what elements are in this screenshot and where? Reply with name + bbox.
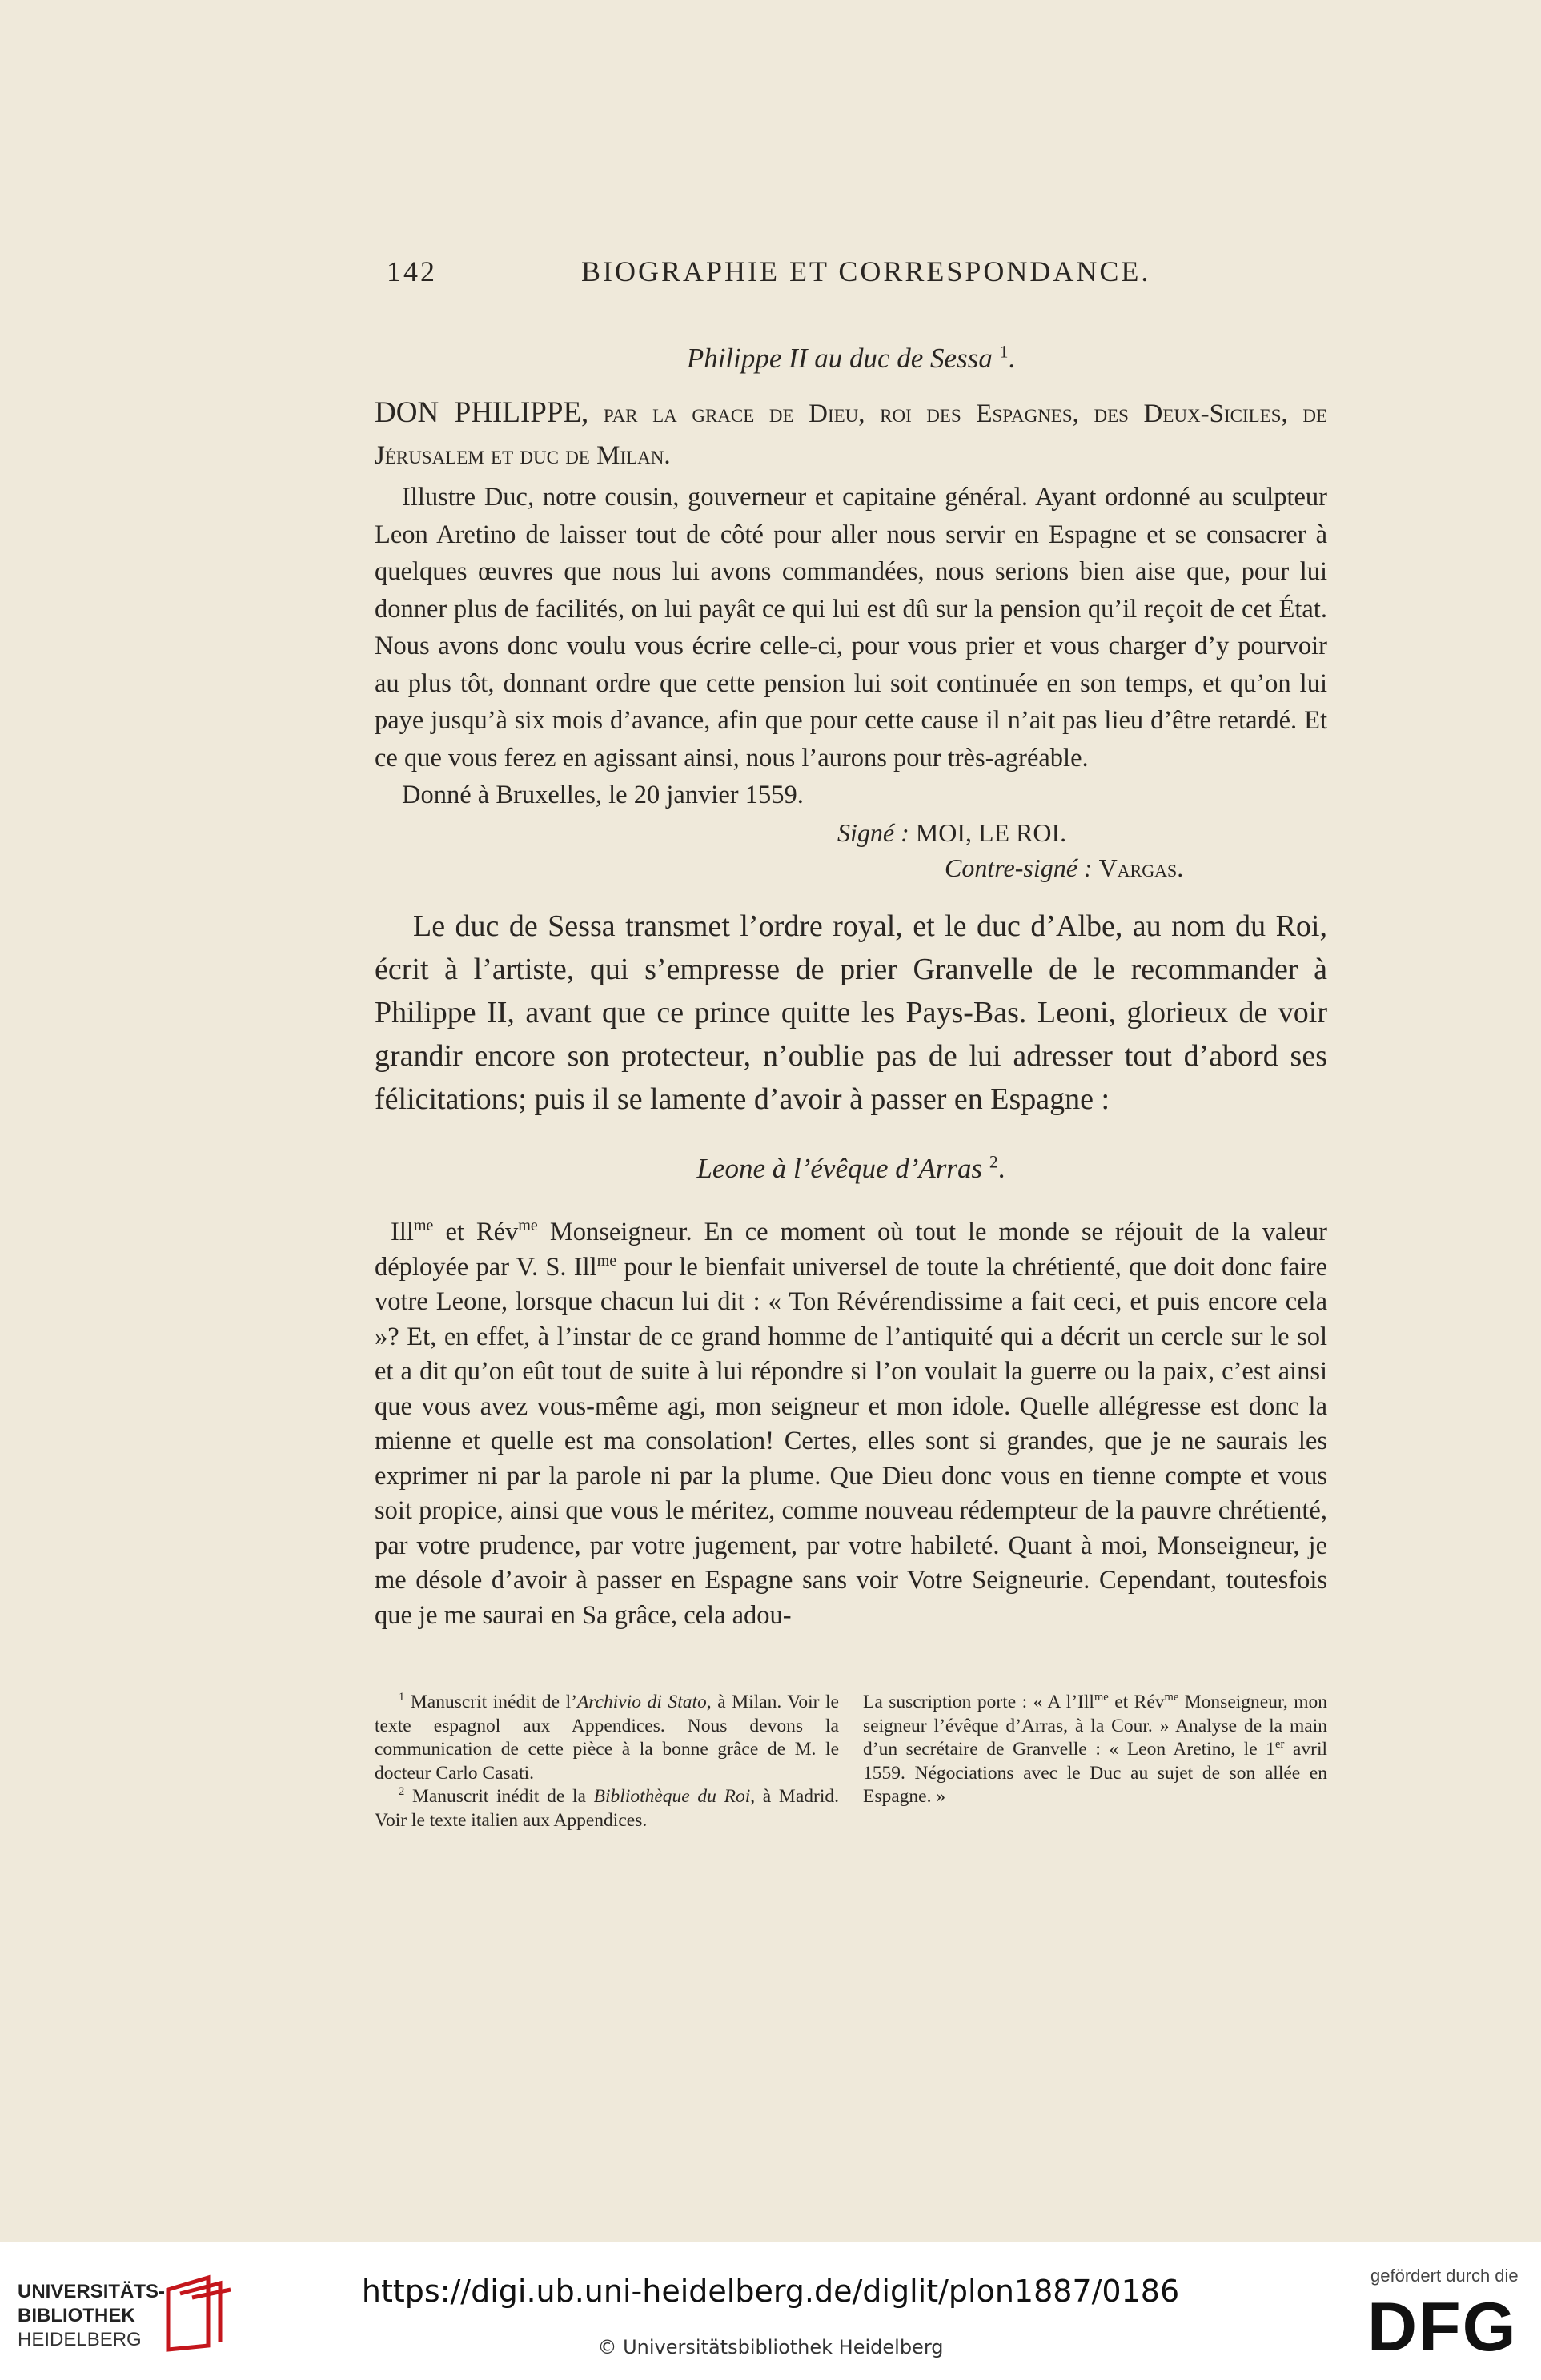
dfg-logo[interactable]: DFG: [1367, 2289, 1518, 2366]
letter2-body: Ill$^{me}$ et Rév$^{me}$ Monseigneur. En ce moment où tout le monde se réjouit de la valeur déployée par V. S. Ill$^{me}$ pour le bienfait universel de toute la chrétienté, que doit donc faire votre Leone, lorsque chacun lui dit : « Ton Révérendissime a fait ceci, et puis encore cela »? Et, en effet, à l’instar de ce grand homme de l’antiquité qui a décrit un cercle sur le sol et a dit qu’on eût tout de suite à lui répondre si l’on voulait la guerre ou la paix, c’est ainsi que vous avez vous-même agi, mon seigneur et mon idole. Quelle allégresse est donc la mienne et quelle est ma consolation! Certes, elles sont si grandes, que je ne saurais les exprimer ni par la parole ni par la plume. Que Dieu donc vous en tienne compte et vous soit propice, ainsi que vous le méritez, comme nouveau rédempteur de la pauvre chrétienté, par votre prudence, par votre jugement, par votre habileté. Quant à moi, Monseigneur, je me désole d’avoir à passer en Espagne sans voir Votre Seigneurie. Cependant, toutesfois que je me saurai en Sa grâce, cela adou-: [375, 1217, 1328, 1630]
footnote-2-continued: La suscription porte : « A l’Ill$^{me}$ et Rév$^{me}$ Monseigneur, mon seigneur l’évêque d’Arras, à la Cour. » Analyse de la main d’un secrétaire de Granvelle : « Leon Aretino, le 1er avril 1559. Négociations avec le Duc au sujet de son allée en Espagne. »: [863, 1691, 1327, 1807]
footnote-2: $^2$ Manuscrit inédit de la Bibliothèque du Roi, à Madrid. Voir le texte italien aux Appendices.: [375, 1785, 839, 1831]
running-title: BIOGRAPHIE ET CORRESPONDANCE.: [581, 255, 1151, 287]
viewer-footer: [0, 2242, 1541, 2380]
letter1-body: Illustre Duc, notre cousin, gouverneur et capitaine général. Ayant ordonné au sculpteur Leon Aretino de laisser tout de côté pour aller nous servir en Espagne et se consacrer à quelques œuvres que nous lui avons commandées, nous serions bien aise que, pour lui donner plus de facilités, on lui payât ce qui lui est dû sur la pension qu’il reçoit de cet État. Nous avons donc voulu vous écrire celle-ci, pour vous prier et vous charger d’y pourvoir au plus tôt, donnant ordre que cette pension lui soit continuée en son temps, et qu’on lui paye jusqu’à six mois d’avance, afin que pour cette cause il n’ait pas lieu d’être retardé. Et ce que vous ferez en agissant ainsi, nous l’aurons pour très-agréable. Donné à Bruxelles, le 20 janvier 1559.: [375, 479, 1327, 814]
footnote-ref-2: 2: [989, 1152, 998, 1172]
funded-by-label: gefördert durch die: [1370, 2266, 1519, 2286]
library-logo[interactable]: UNIVERSITÄTS- BIBLIOTHEK HEIDELBERG: [18, 2281, 166, 2350]
footnote-1: $^1$ Manuscrit inédit de l’Archivio di Stato, à Milan. Voir le texte espagnol aux Appendices. Nous devons la communication de cette pièce à la bonne grâce de M. le docteur Carlo Casati.: [375, 1691, 839, 1784]
page-number: 142: [387, 255, 437, 287]
letter1-signature: Signé : MOI, LE ROI.: [837, 818, 1067, 847]
narrative-paragraph: Le duc de Sessa transmet l’ordre royal, et le duc d’Albe, au nom du Roi, écrit à l’artiste, qui s’empresse de prier Granvelle de le recommander à Philippe II, avant que ce prince quitte les Pays-Bas. Leoni, glorieux de voir grandir encore son protecteur, n’oublie pas de lui adresser tout d’abord ses félicitations; puis il se lamente d’avoir à passer en Espagne :: [375, 909, 1327, 1116]
footnotes-left-column: [375, 1691, 839, 1832]
copyright-notice: © Universitätsbibliothek Heidelberg: [597, 2336, 944, 2358]
letter2-heading: Leone à l’évêque d’Arras $^2$.: [696, 1152, 1005, 1184]
letter1-date: Donné à Bruxelles, le 20 janvier 1559.: [402, 781, 804, 809]
permalink-url[interactable]: https://digi.ub.uni-heidelberg.de/diglit/plon1887/0186: [361, 2274, 1180, 2309]
letter1-countersignature: Contre-signé : Vargas.: [945, 853, 1184, 882]
footnote-ref-1: 1: [999, 342, 1009, 362]
letter1-heading: Philippe II au duc de Sessa $^1$.: [686, 342, 1016, 374]
letter1-address: DON PHILIPPE, par la grace de Dieu, roi des Espagnes, des Deux-Siciles, de Jérusalem et duc de Milan.: [375, 396, 1327, 470]
footnotes-right-column: [863, 1691, 1327, 1809]
